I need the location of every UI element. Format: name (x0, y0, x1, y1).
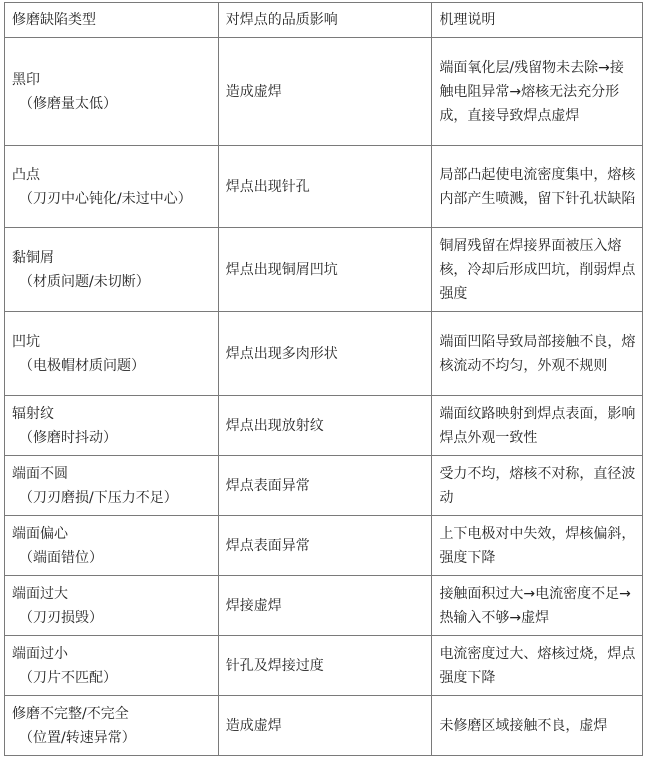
quality-impact-cell: 针孔及焊接过度 (218, 636, 432, 696)
quality-impact-cell: 焊点表面异常 (218, 516, 432, 576)
quality-impact-cell: 焊点出现针孔 (218, 146, 432, 228)
defect-name: 端面偏心 (12, 525, 68, 542)
table-row (5, 636, 643, 696)
quality-impact-cell: 焊点出现多肉形状 (218, 312, 432, 396)
quality-impact-cell: 焊接虚焊 (218, 576, 432, 636)
header-quality-impact: 对焊点的品质影响 (218, 3, 432, 38)
defect-type-cell (5, 146, 219, 228)
defect-name: 凸点 (12, 166, 40, 183)
quality-impact-cell: 焊点出现铜屑凹坑 (218, 228, 432, 312)
defect-cause: （刀刃损毁） (19, 609, 103, 626)
defect-cause: （端面错位） (19, 549, 103, 566)
defect-type-cell (5, 312, 219, 396)
table-row (5, 396, 643, 456)
defect-cause: （刀片不匹配） (19, 669, 117, 686)
table-row (5, 228, 643, 312)
defect-type-cell (5, 516, 219, 576)
defect-type-cell (5, 636, 219, 696)
defect-type-cell (5, 456, 219, 516)
quality-impact-cell: 焊点出现放射纹 (218, 396, 432, 456)
defect-name: 端面过小 (12, 645, 68, 662)
defect-cause: （修磨时抖动） (19, 429, 117, 446)
defect-name: 凹坑 (12, 333, 40, 350)
table-row (5, 146, 643, 228)
quality-impact-cell: 焊点表面异常 (218, 456, 432, 516)
defect-type-cell (5, 396, 219, 456)
defect-name: 黏铜屑 (12, 249, 54, 266)
mechanism-cell: 未修磨区域接触不良，虚焊 (432, 696, 643, 756)
defect-name: 端面过大 (12, 585, 68, 602)
defect-name: 黑印 (12, 71, 40, 88)
defect-type-cell (5, 696, 219, 756)
table-row (5, 576, 643, 636)
table-row (5, 456, 643, 516)
header-mechanism: 机理说明 (432, 3, 643, 38)
header-defect-type: 修磨缺陷类型 (5, 3, 219, 38)
table-row (5, 696, 643, 756)
mechanism-cell: 端面凹陷导致局部接触不良，熔核流动不均匀，外观不规则 (432, 312, 643, 396)
mechanism-cell: 端面纹路映射到焊点表面，影响焊点外观一致性 (432, 396, 643, 456)
defect-type-cell (5, 38, 219, 146)
mechanism-cell: 电流密度过大、熔核过烧，焊点强度下降 (432, 636, 643, 696)
defect-cause: （刀刃磨损/下压力不足） (19, 489, 178, 506)
defect-type-cell (5, 228, 219, 312)
table-row (5, 38, 643, 146)
mechanism-cell: 铜屑残留在焊接界面被压入熔核，冷却后形成凹坑，削弱焊点强度 (432, 228, 643, 312)
defect-cause: （刀刃中心钝化/未过中心） (19, 190, 192, 207)
mechanism-cell: 端面氧化层/残留物未去除→接触电阻异常→熔核无法充分形成，直接导致焊点虚焊 (432, 38, 643, 146)
defect-type-cell (5, 576, 219, 636)
defect-name: 端面不圆 (12, 465, 68, 482)
defect-name: 辐射纹 (12, 405, 54, 422)
mechanism-cell: 局部凸起使电流密度集中，熔核内部产生喷溅，留下针孔状缺陷 (432, 146, 643, 228)
table-header-row (5, 3, 643, 38)
defect-name: 修磨不完整/不完全 (12, 705, 129, 722)
mechanism-cell: 上下电极对中失效，焊核偏斜，强度下降 (432, 516, 643, 576)
defect-cause: （修磨量太低） (19, 95, 117, 112)
defect-table (4, 2, 643, 756)
table-row (5, 516, 643, 576)
defect-cause: （材质问题/未切断） (19, 273, 150, 290)
quality-impact-cell: 造成虚焊 (218, 696, 432, 756)
mechanism-cell: 接触面积过大→电流密度不足→热输入不够→虚焊 (432, 576, 643, 636)
defect-cause: （位置/转速异常） (19, 729, 136, 746)
table-row (5, 312, 643, 396)
quality-impact-cell: 造成虚焊 (218, 38, 432, 146)
defect-cause: （电极帽材质问题） (19, 357, 145, 374)
mechanism-cell: 受力不均，熔核不对称，直径波动 (432, 456, 643, 516)
